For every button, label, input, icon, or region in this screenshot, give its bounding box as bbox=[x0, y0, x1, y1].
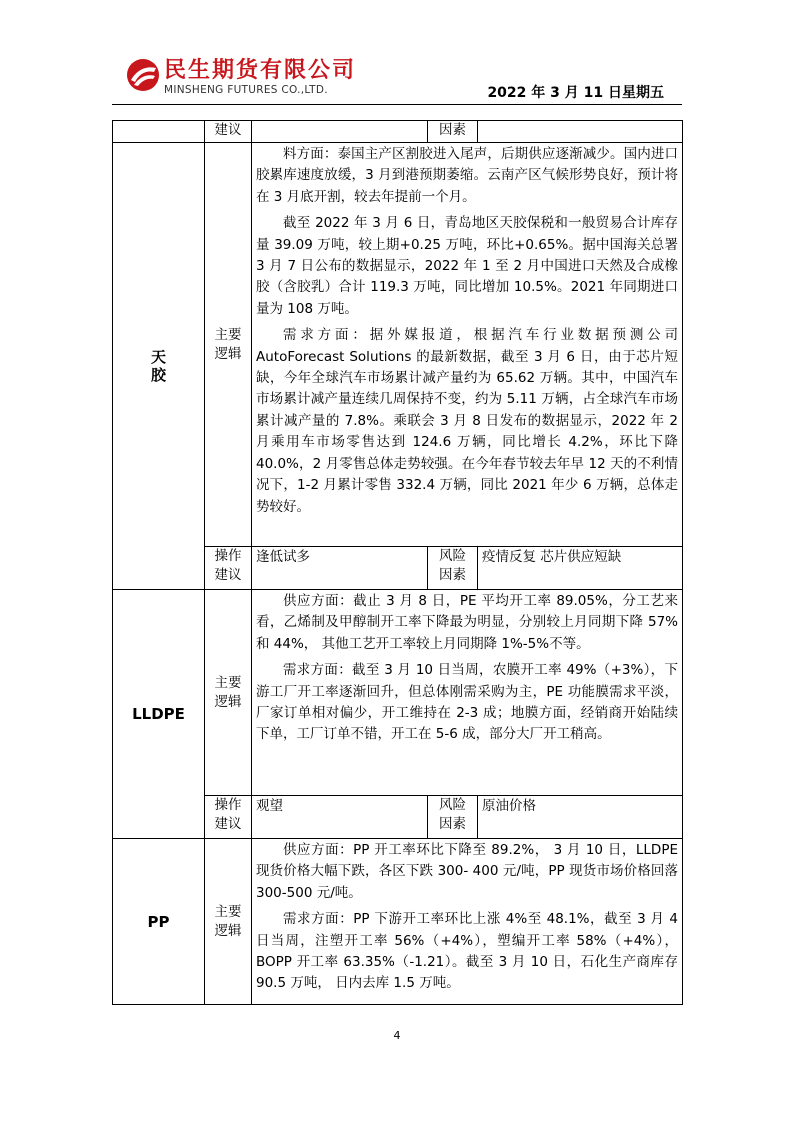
product-name-cell bbox=[113, 143, 205, 590]
table-row bbox=[113, 121, 683, 143]
paragraph: 供应方面：PP 开工率环比下降至 89.2%， 3 月 10 日，LLDPE 现货价格大幅下跌，各区下跌 300- 400 元/吨，PP 现货市场价格回落 300-500 元/吨。 bbox=[256, 842, 678, 901]
product-name-cell bbox=[113, 590, 205, 839]
operation-label: 操作建议 bbox=[205, 796, 252, 839]
paragraph: 需求方面：截至 3 月 10 日当周，农膜开工率 49%（+3%），下游工厂开工率逐渐回升，但总体刚需采购为主，PE 功能膜需求平淡，厂家订单相对偏少，开工维持在 2-3 成；地膜方面，经销商开始陆续下单，工厂订单不错，开工在 5-6 成，部分大厂开工稍高。 bbox=[256, 662, 678, 743]
company-name-cn: 民生期货有限公司 bbox=[164, 58, 357, 83]
header-divider bbox=[112, 104, 682, 105]
table-row bbox=[113, 839, 683, 1005]
product-name-cell bbox=[113, 839, 205, 1005]
commodity-analysis-table bbox=[112, 120, 683, 1005]
report-date: 2022 年 3 月 11 日星期五 bbox=[487, 85, 664, 101]
page-number: 4 bbox=[393, 1029, 401, 1042]
risk-label: 风险因素 bbox=[428, 796, 478, 839]
paragraph: 需求方面：PP 下游开工率环比上涨 4%至 48.1%，截至 3 月 4 日当周，注塑开工率 56%（+4%），塑编开工率 58%（+4%），BOPP 开工率 63.35%（-1.21）。截至 3 月 10 日，石化生产商库存 90.5 万吨， 日内去库 1.5 万吨。 bbox=[256, 911, 678, 992]
value-cell bbox=[252, 121, 428, 143]
logic-text bbox=[252, 590, 683, 796]
company-name-en: MINSHENG FUTURES CO.,LTD. bbox=[164, 84, 328, 96]
risk-value: 原油价格 bbox=[478, 796, 683, 839]
company-logo bbox=[126, 56, 366, 102]
risk-label: 风险因素 bbox=[428, 547, 478, 590]
paragraph: 料方面：泰国主产区割胶进入尾声，后期供应逐渐减少。国内进口胶累库速度放缓，3 月到港预期萎缩。云南产区气候形势良好，预计将在 3 月底开割，较去年提前一个月。 bbox=[256, 146, 678, 205]
risk-value: 疫情反复 芯片供应短缺 bbox=[478, 547, 683, 590]
paragraph: 需求方面：据外媒报道，根据汽车行业数据预测公司 AutoForecast Solutions 的最新数据，截至 3 月 6 日，由于芯片短缺，今年全球汽车市场累计减产量约为 65.62 万辆。其中，中国汽车市场累计减产量连续几周保持不变，约为 5.11 万辆，占全球汽车市场累计减产量的 7.8%。乘联会 3 月 8 日发布的数据显示，2022 年 2 月乘用车市场零售达到 124.6 万辆，同比增长 4.2%，环比下降 40.0%，2 月零售总体走势较强。在今年春节较去年早 12 天的不利情况下，1-2 月累计零售 332.4 万辆，同比 2021 年少 6 万辆，总体走势较好。 bbox=[256, 327, 678, 515]
operation-value: 观望 bbox=[252, 796, 428, 839]
minsheng-logo-icon bbox=[126, 58, 160, 92]
label-cell: 建议 bbox=[205, 121, 252, 143]
logic-text bbox=[252, 143, 683, 547]
value-cell bbox=[478, 121, 683, 143]
product-name: LLDPE bbox=[132, 705, 185, 723]
logic-label: 主要逻辑 bbox=[205, 590, 252, 796]
table-row bbox=[113, 143, 683, 547]
operation-label: 操作建议 bbox=[205, 547, 252, 590]
logic-label: 主要逻辑 bbox=[205, 839, 252, 1005]
logic-text bbox=[252, 839, 683, 1005]
paragraph: 供应方面：截止 3 月 8 日，PE 平均开工率 89.05%，分工艺来看，乙烯制及甲醇制开工率下降最为明显，分别较上月同期下降 57%和 44%， 其他工艺开工率较上月同期降 1%-5%不等。 bbox=[256, 593, 678, 652]
table-row bbox=[113, 590, 683, 796]
paragraph: 截至 2022 年 3 月 6 日，青岛地区天胶保税和一般贸易合计库存量 39.09 万吨，较上期+0.25 万吨，环比+0.65%。据中国海关总署 3 月 7 日公布的数据显示，2022 年 1 至 2 月中国进口天然及合成橡胶（含胶乳）合计 119.3 万吨，同比增加 10.5%。2021 年同期进口量为 108 万吨。 bbox=[256, 215, 678, 317]
product-name: PP bbox=[147, 912, 170, 931]
operation-value: 逢低试多 bbox=[252, 547, 428, 590]
logic-label: 主要逻辑 bbox=[205, 143, 252, 547]
product-name: 天胶 bbox=[151, 348, 167, 384]
label-cell: 因素 bbox=[428, 121, 478, 143]
product-cell bbox=[113, 121, 205, 143]
